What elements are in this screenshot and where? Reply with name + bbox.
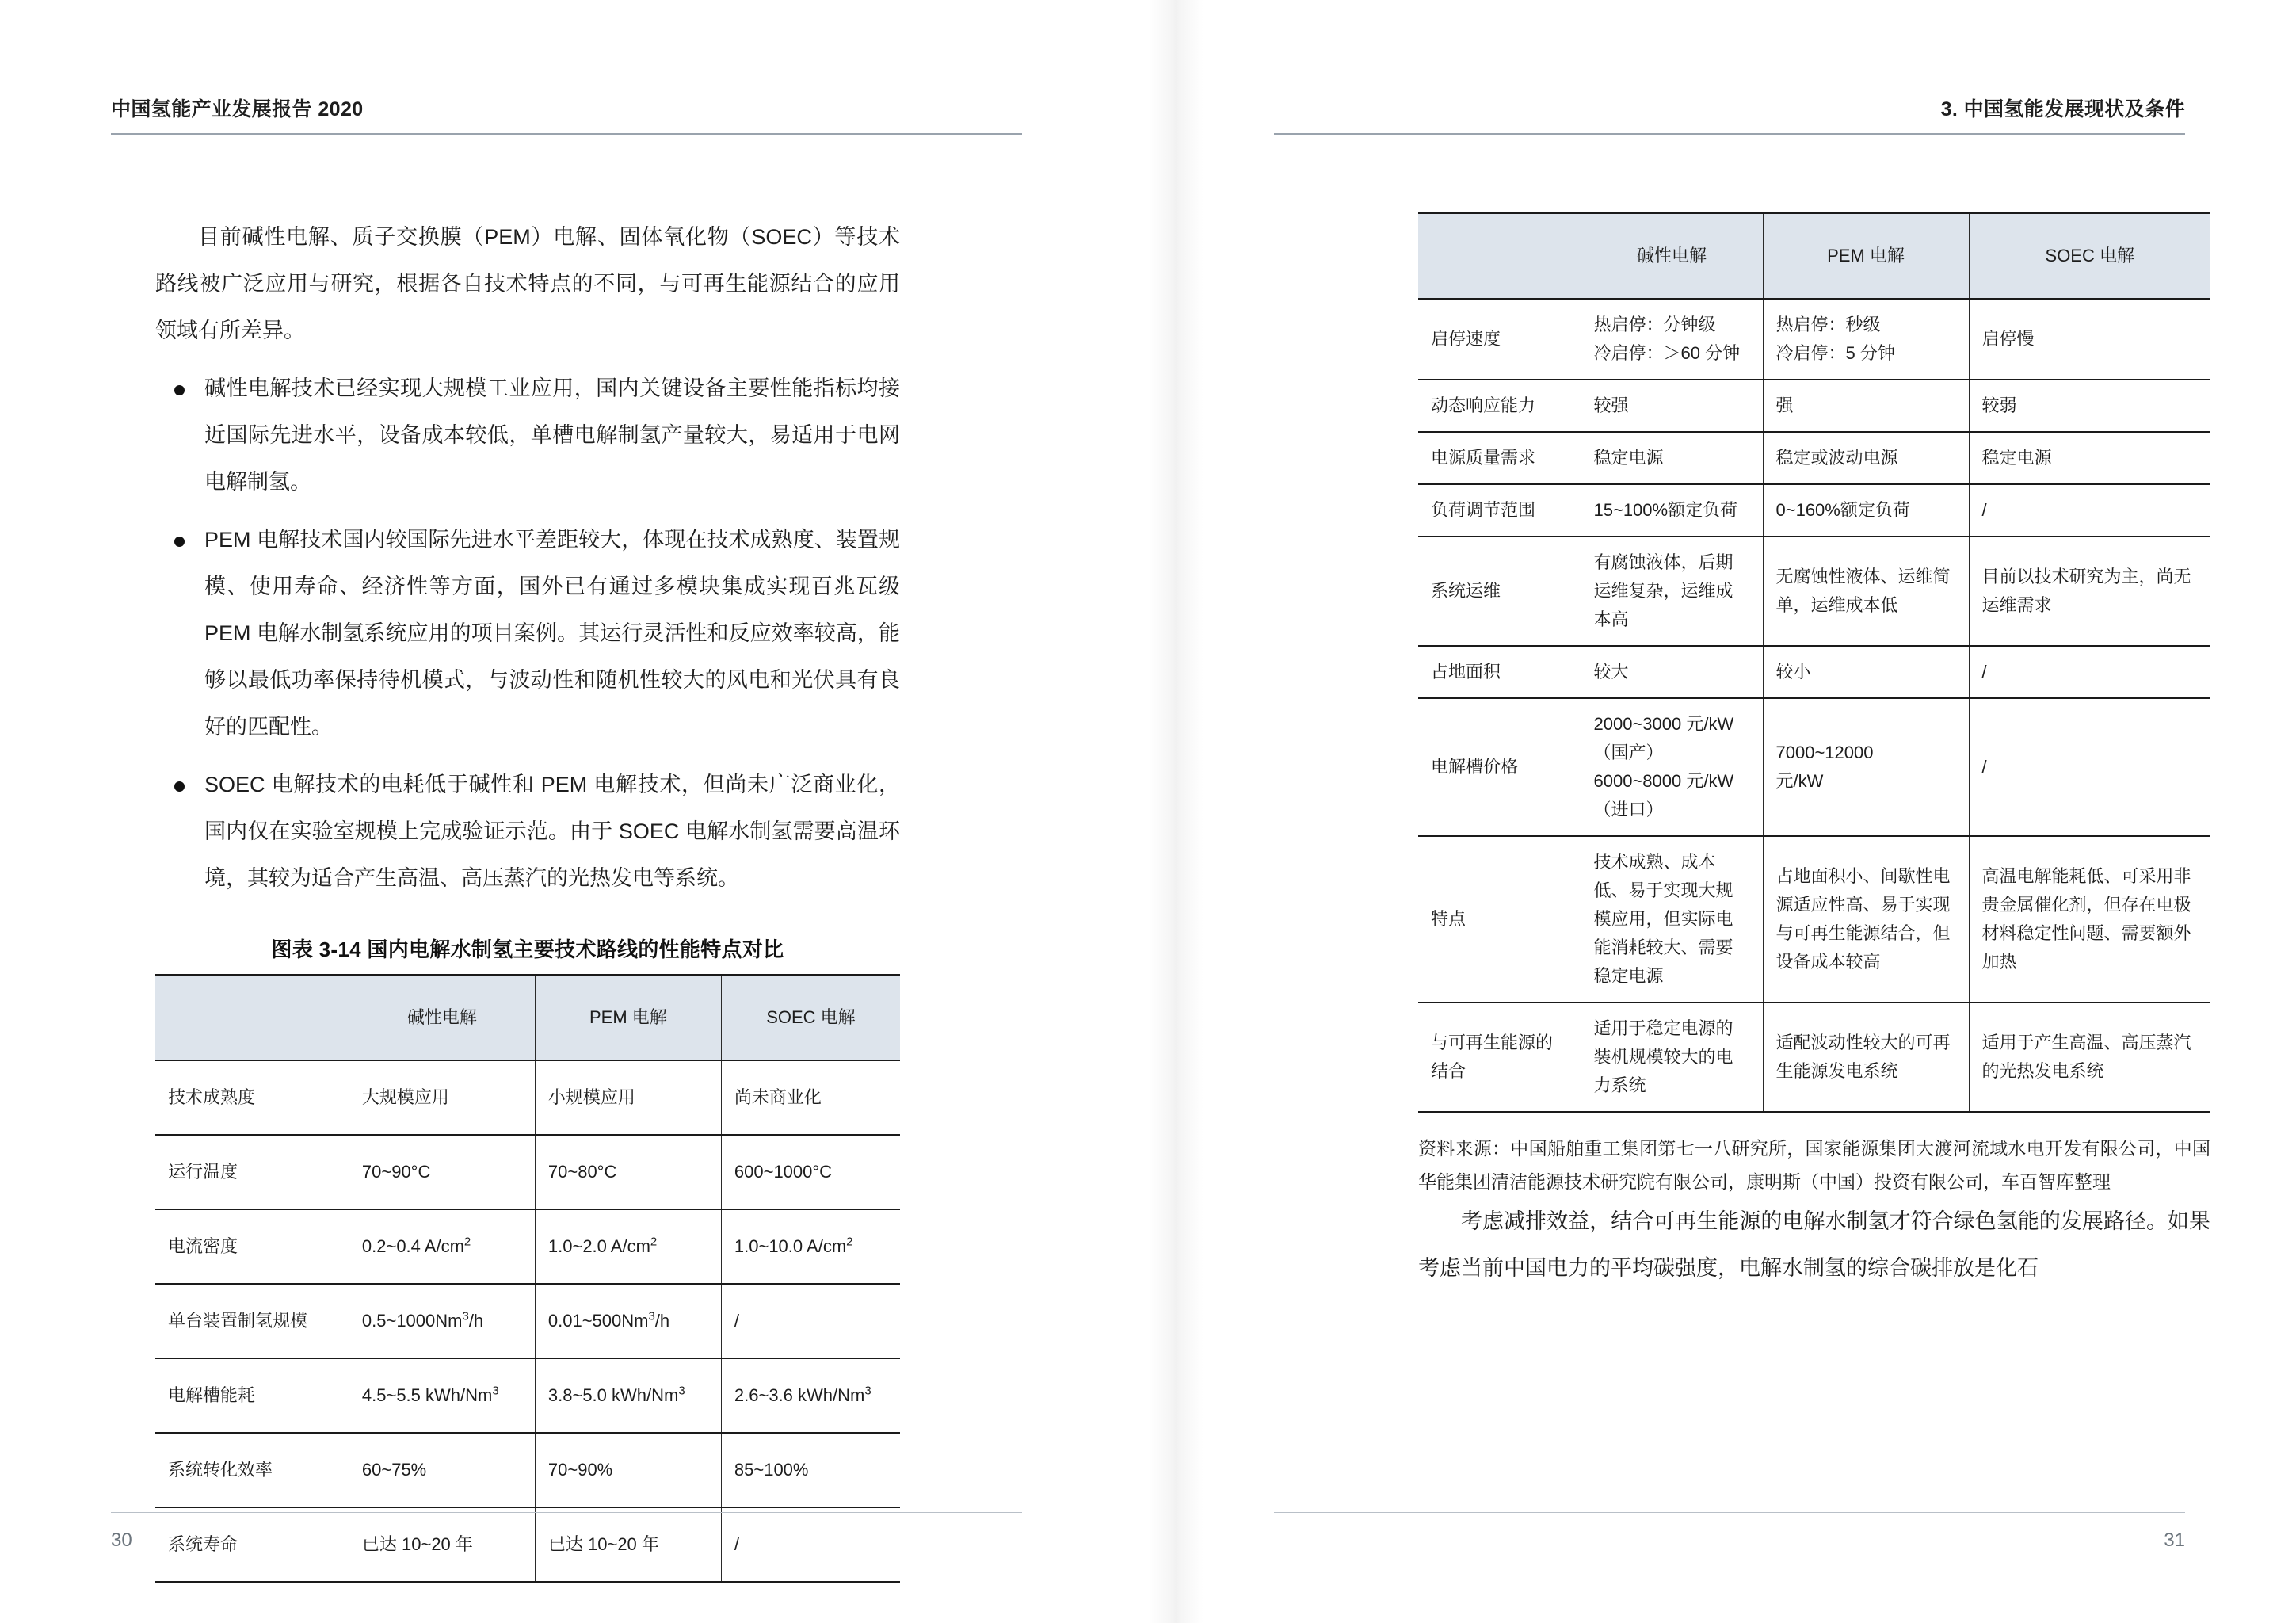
- list-item: PEM 电解技术国内较国际先进水平差距较大，体现在技术成熟度、装置规模、使用寿命、经济性等方面，国外已有通过多模块集成实现百兆瓦级 PEM 电解水制氢系统应用的项目案例。其运行灵活性和反应效率较高，能够以最低功率保持待机模式，与波动性和随机性较大的风电和光伏具有良好的匹配性。: [155, 517, 900, 750]
- left-page-content: [155, 214, 900, 1583]
- table-header-pem: PEM 电解: [1763, 213, 1969, 299]
- table-row: [1418, 432, 2210, 484]
- header-rule-right: [1274, 133, 2185, 135]
- table-row: [1418, 484, 2210, 537]
- table-cell: 占地面积小、间歇性电源适应性高、易于实现与可再生能源结合，但设备成本较高: [1763, 836, 1969, 1002]
- table-row: [155, 1284, 900, 1358]
- table-cell: 85~100%: [721, 1433, 900, 1507]
- table-cell: 0.01~500Nm$^3$/h: [535, 1284, 721, 1358]
- list-item: 碱性电解技术已经实现大规模工业应用，国内关键设备主要性能指标均接近国际先进水平，设备成本较低，单槽电解制氢产量较大，易适用于电网电解制氢。: [155, 365, 900, 506]
- footer-rule-right: [1274, 1512, 2185, 1513]
- table-header-pem: PEM 电解: [535, 975, 721, 1060]
- table-row: [1418, 836, 2210, 1002]
- table-cell: 3.8~5.0 kWh/Nm$^3$: [535, 1358, 721, 1433]
- table-header-row: [1418, 213, 2210, 299]
- table-cell: 0.2~0.4 $A/cm^2$: [349, 1209, 535, 1284]
- footer-rule-left: [111, 1512, 1022, 1513]
- table-cell: 适用于稳定电源的装机规模较大的电力系统: [1581, 1002, 1763, 1112]
- table-cell: 15~100%额定负荷: [1581, 484, 1763, 537]
- row-label: 电源质量需求: [1418, 432, 1581, 484]
- running-head-left: 中国氢能产业发展报告 2020: [111, 98, 364, 120]
- table-cell: 1.0~10.0 $A/cm^2$: [721, 1209, 900, 1284]
- row-label: 系统转化效率: [155, 1433, 349, 1507]
- table-row: [155, 1135, 900, 1209]
- table-cell: 热启停：分钟级 冷启停：＞60 分钟: [1581, 299, 1763, 380]
- table-cell: 0~160%额定负荷: [1763, 484, 1969, 537]
- table-row: [1418, 1002, 2210, 1112]
- table-cell: 大规模应用: [349, 1060, 535, 1135]
- row-label: 占地面积: [1418, 646, 1581, 698]
- header-rule-left: [111, 133, 1022, 135]
- table-row: [1418, 646, 2210, 698]
- table-row: [155, 1060, 900, 1135]
- table-cell: 启停慢: [1969, 299, 2210, 380]
- table-cell: 2.6~3.6 kWh/Nm$^3$: [721, 1358, 900, 1433]
- table-cell: 技术成熟、成本低、易于实现大规模应用，但实际电能消耗较大、需要稳定电源: [1581, 836, 1763, 1002]
- table-cell: 4.5~5.5 kWh/Nm$^3$: [349, 1358, 535, 1433]
- table-header-soec: SOEC 电解: [721, 975, 900, 1060]
- table-electrolysis-operation: [1418, 212, 2210, 1113]
- table-cell: 稳定或波动电源: [1763, 432, 1969, 484]
- table-row: [1418, 698, 2210, 836]
- table-row: [155, 1433, 900, 1507]
- table-cell: 1.0~2.0 $A/cm^2$: [535, 1209, 721, 1284]
- row-label: 运行温度: [155, 1135, 349, 1209]
- table-body: [1418, 299, 2210, 1112]
- table-electrolysis-performance: [155, 974, 900, 1583]
- table-header-soec: SOEC 电解: [1969, 213, 2210, 299]
- table-cell: 有腐蚀液体，后期运维复杂，运维成本高: [1581, 537, 1763, 646]
- table-cell: 高温电解能耗低、可采用非贵金属催化剂，但存在电极材料稳定性问题、需要额外加热: [1969, 836, 2210, 1002]
- table-cell: 已达 10~20 年: [349, 1507, 535, 1582]
- table-header-alkaline: 碱性电解: [349, 975, 535, 1060]
- table-body: [155, 1060, 900, 1582]
- source-note: 资料来源：中国船舶重工集团第七一八研究所，国家能源集团大渡河流域水电开发有限公司，中国华能集团清洁能源技术研究院有限公司，康明斯（中国）投资有限公司，车百智库整理: [1418, 1138, 2210, 1192]
- table-header-alkaline: 碱性电解: [1581, 213, 1763, 299]
- table-header-corner: [1418, 213, 1581, 299]
- table-row: [155, 1507, 900, 1582]
- table-cell: 70~80°C: [535, 1135, 721, 1209]
- row-label: 系统寿命: [155, 1507, 349, 1582]
- table-head: [155, 975, 900, 1060]
- table-cell: 600~1000°C: [721, 1135, 900, 1209]
- table-cell: /: [1969, 646, 2210, 698]
- table-cell: 较小: [1763, 646, 1969, 698]
- table-cell: 稳定电源: [1581, 432, 1763, 484]
- table-row: [1418, 380, 2210, 432]
- table-cell: 无腐蚀性液体、运维简单，运维成本低: [1763, 537, 1969, 646]
- table-row: [1418, 299, 2210, 380]
- table-cell: 2000~3000 元/kW （国产） 6000~8000 元/kW （进口）: [1581, 698, 1763, 836]
- running-head-right: 3. 中国氢能发展现状及条件: [1940, 98, 2185, 120]
- table-cell: /: [1969, 484, 2210, 537]
- table-cell: 70~90%: [535, 1433, 721, 1507]
- table-cell: 热启停：秒级 冷启停：5 分钟: [1763, 299, 1969, 380]
- intro-paragraph: 目前碱性电解、质子交换膜（PEM）电解、固体氧化物（SOEC）等技术路线被广泛应用与研究，根据各自技术特点的不同，与可再生能源结合的应用领域有所差异。: [155, 225, 900, 342]
- row-label: 电流密度: [155, 1209, 349, 1284]
- row-label: 电解槽价格: [1418, 698, 1581, 836]
- table-header-corner: [155, 975, 349, 1060]
- table-row: [155, 1358, 900, 1433]
- page-number-right: 31: [2164, 1529, 2185, 1551]
- table-cell: 适用于产生高温、高压蒸汽的光热发电系统: [1969, 1002, 2210, 1112]
- table-row: [1418, 537, 2210, 646]
- table-cell: /: [721, 1507, 900, 1582]
- tail-paragraph: 考虑减排效益，结合可再生能源的电解水制氢才符合绿色氢能的发展路径。如果考虑当前中国电力的平均碳强度，电解水制氢的综合碳排放是化石: [1418, 1209, 2210, 1280]
- table-cell: 尚未商业化: [721, 1060, 900, 1135]
- row-label: 单台装置制氢规模: [155, 1284, 349, 1358]
- figure-caption: 图表 3-14 国内电解水制氢主要技术路线的性能特点对比: [271, 938, 784, 961]
- bullet-list: [155, 365, 900, 902]
- table-cell: /: [721, 1284, 900, 1358]
- table-cell: /: [1969, 698, 2210, 836]
- table-cell: 较强: [1581, 380, 1763, 432]
- table-cell: 稳定电源: [1969, 432, 2210, 484]
- table-cell: 已达 10~20 年: [535, 1507, 721, 1582]
- row-label: 特点: [1418, 836, 1581, 1002]
- table-cell: 强: [1763, 380, 1969, 432]
- table-cell: 较大: [1581, 646, 1763, 698]
- table-cell: 70~90°C: [349, 1135, 535, 1209]
- right-page-content: [1418, 212, 2210, 1296]
- table-cell: 7000~12000 元/kW: [1763, 698, 1969, 836]
- table-header-row: [155, 975, 900, 1060]
- table-head: [1418, 213, 2210, 299]
- table-row: [155, 1209, 900, 1284]
- row-label: 电解槽能耗: [155, 1358, 349, 1433]
- row-label: 动态响应能力: [1418, 380, 1581, 432]
- row-label: 负荷调节范围: [1418, 484, 1581, 537]
- table-cell: 目前以技术研究为主，尚无运维需求: [1969, 537, 2210, 646]
- row-label: 系统运维: [1418, 537, 1581, 646]
- row-label: 技术成熟度: [155, 1060, 349, 1135]
- table-cell: 小规模应用: [535, 1060, 721, 1135]
- row-label: 启停速度: [1418, 299, 1581, 380]
- table-cell: 适配波动性较大的可再生能源发电系统: [1763, 1002, 1969, 1112]
- row-label: 与可再生能源的结合: [1418, 1002, 1581, 1112]
- table-cell: 较弱: [1969, 380, 2210, 432]
- list-item: SOEC 电解技术的电耗低于碱性和 PEM 电解技术，但尚未广泛商业化，国内仅在实验室规模上完成验证示范。由于 SOEC 电解水制氢需要高温环境，其较为适合产生高温、高压蒸汽的光热发电等系统。: [155, 762, 900, 902]
- table-cell: 60~75%: [349, 1433, 535, 1507]
- table-cell: 0.5~1000Nm$^3$/h: [349, 1284, 535, 1358]
- page-number-left: 30: [111, 1529, 132, 1551]
